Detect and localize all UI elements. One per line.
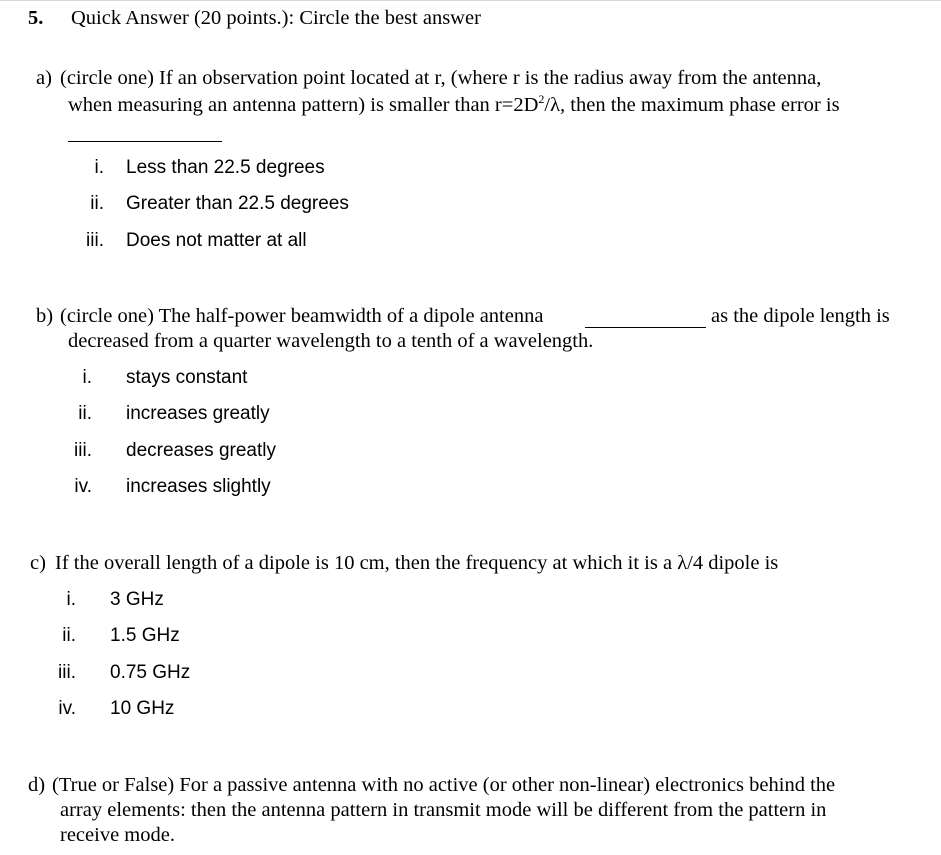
- part-a-prompt-line1: (circle one) If an observation point located at r, (where r is the radius away from the antenna,: [60, 67, 822, 89]
- part-c-option-numeral: ii.: [62, 625, 76, 646]
- part-a-option-numeral: iii.: [86, 230, 104, 251]
- part-c-option-numeral: iii.: [58, 662, 76, 683]
- part-a-answer-blank[interactable]: [68, 141, 222, 142]
- part-b-prompt-line1-post: as the dipole length is: [711, 305, 890, 327]
- part-a-option-text[interactable]: Greater than 22.5 degrees: [126, 193, 349, 214]
- part-a-option-text[interactable]: Does not matter at all: [126, 230, 307, 251]
- part-a-prompt-line2-post: /λ, then the maximum phase error is: [544, 94, 840, 116]
- part-b-option-text[interactable]: decreases greatly: [126, 440, 276, 461]
- part-b-answer-blank[interactable]: [585, 327, 706, 328]
- part-b-prompt-line1-pre: (circle one) The half-power beamwidth of a dipole antenna: [60, 305, 544, 327]
- part-a-label: a): [36, 67, 52, 89]
- part-c-option-text[interactable]: 10 GHz: [110, 698, 175, 719]
- part-a-prompt-line2: [68, 93, 840, 117]
- part-b-option-numeral: i.: [82, 367, 92, 388]
- part-a-option-numeral: ii.: [90, 193, 104, 214]
- part-d-prompt-line1: (True or False) For a passive antenna with no active (or other non-linear) electronics behind the: [52, 774, 836, 796]
- part-c-option-text[interactable]: 0.75 GHz: [110, 662, 191, 683]
- part-a-superscript: 2: [538, 92, 545, 107]
- part-b-option-text[interactable]: increases greatly: [126, 403, 270, 424]
- part-d-prompt-line3: receive mode.: [60, 824, 175, 846]
- part-c-prompt: If the overall length of a dipole is 10 cm, then the frequency at which it is a λ/4 dipole is: [55, 552, 779, 574]
- top-rule: [0, 0, 941, 1]
- part-c-option-numeral: iv.: [58, 698, 76, 719]
- part-a-option-text[interactable]: Less than 22.5 degrees: [126, 157, 325, 178]
- part-b-option-numeral: ii.: [78, 403, 92, 424]
- part-c-option-numeral: i.: [66, 589, 76, 610]
- question-title: Quick Answer (20 points.): Circle the best answer: [71, 7, 481, 29]
- part-b-label: b): [36, 305, 54, 327]
- part-d-prompt-line2: array elements: then the antenna pattern in transmit mode will be different from the pattern in: [60, 799, 827, 821]
- part-b-option-text[interactable]: stays constant: [126, 367, 248, 388]
- part-c-option-text[interactable]: 3 GHz: [110, 589, 164, 610]
- part-b-option-numeral: iv.: [74, 476, 92, 497]
- part-a-prompt-line2-pre: when measuring an antenna pattern) is smaller than r=2D: [68, 94, 539, 116]
- part-c-option-text[interactable]: 1.5 GHz: [110, 625, 180, 646]
- question-number: 5.: [28, 7, 44, 29]
- part-b-prompt-line2: decreased from a quarter wavelength to a tenth of a wavelength.: [68, 330, 594, 352]
- part-a-option-numeral: i.: [94, 157, 104, 178]
- part-c-label: c): [30, 552, 46, 574]
- part-d-label: d): [28, 774, 46, 796]
- part-b-option-text[interactable]: increases slightly: [126, 476, 271, 497]
- part-b-option-numeral: iii.: [74, 440, 92, 461]
